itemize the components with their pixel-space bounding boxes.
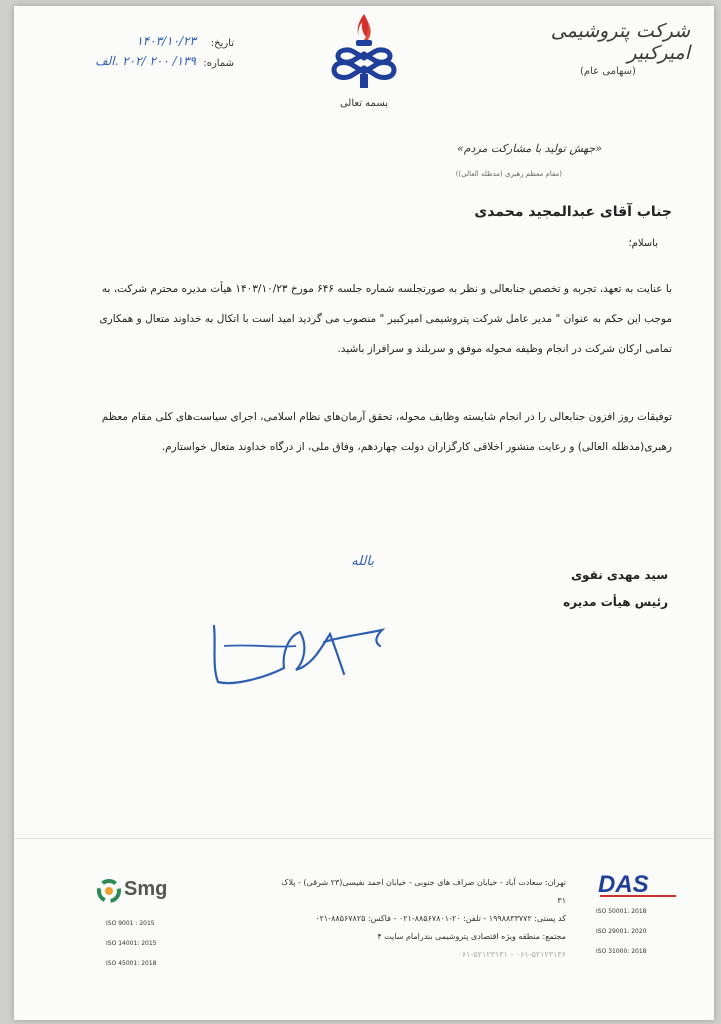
iso-item: ISO 14001: 2015 xyxy=(106,940,157,947)
paragraph-2: توفیقات روز افزون جنابعالی را در انجام شایسته وظایف محوله، تحقق آرمان‌های نظام اسلامی، اجرای سیاست‌های کلی مقام معظم رهبری(مدظله العالی) و رعایت منشور اخلاقی کارگزاران دولت چهاردهم، وفاق ملی، از درگاه خداوند متعال خواستارم. xyxy=(101,411,672,453)
handwritten-signature xyxy=(204,606,404,696)
address-line: ۰۶۱-۵۲۱۲۳۱۳۶ - ۰۶۱-۵۲۱۲۳۱۳۱ xyxy=(457,950,566,959)
slogan-attribution: (مقام معظم رهبری (مدظله العالی)) xyxy=(455,170,562,178)
iso-list-left xyxy=(106,914,196,974)
address-line: تهران: سعادت آباد - خیابان صراف های جنوبی - خیابان احمد نفیسی(۲۳ شرقی) - پلاک ۳۱ xyxy=(281,878,566,905)
recipient: جناب آقای عبدالمجید محمدی xyxy=(474,204,672,220)
iso-list-right xyxy=(596,902,686,962)
slogan: «جهش تولید با مشارکت مردم» xyxy=(456,142,602,155)
basmala: بسمه تعالی xyxy=(339,98,389,109)
signer-name: سید مهدی نقوی xyxy=(571,568,668,582)
company-name: شرکت پتروشیمی امیرکبیر xyxy=(550,20,690,64)
letter-sheet xyxy=(14,6,714,1020)
number-value: ۱۳۹/ ۲۰۰ /۲۰۲ .الف xyxy=(95,54,196,68)
iso-item: ISO 29001: 2020 xyxy=(596,928,647,935)
company-header xyxy=(540,20,690,77)
footer-divider xyxy=(14,838,714,839)
smg-logo-text: Smg xyxy=(124,878,168,900)
das-logo xyxy=(596,866,686,902)
address-line: کد پستی: ۱۹۹۸۸۳۳۷۷۲ - تلفن: ۲۰-۸۸۵۶۷۸۰۱-۰۲۱ - فاکس: ۸۸۵۶۷۸۲۵-۰۲۱ xyxy=(315,914,566,923)
iso-item: ISO 9001 : 2015 xyxy=(106,920,155,927)
address-line: مجتمع: منطقه ویژه اقتصادی پتروشیمی بندرامام سایت ۴ xyxy=(377,932,566,941)
iso-item: ISO 31000: 2018 xyxy=(596,948,647,955)
npc-logo-icon xyxy=(324,12,404,102)
das-logo-text: DAS xyxy=(598,871,649,898)
footer-address xyxy=(276,874,566,964)
date-label: تاریخ: xyxy=(210,38,234,49)
signer-title: رئیس هیأت مدیره xyxy=(563,595,668,609)
number-row xyxy=(74,56,234,76)
letter-meta xyxy=(74,36,234,76)
smg-logo xyxy=(96,878,206,908)
handwritten-note: بالله xyxy=(351,554,374,569)
iso-item: ISO 45001: 2018 xyxy=(106,960,157,967)
date-row xyxy=(74,36,234,56)
greeting: باسلام؛ xyxy=(628,238,658,249)
date-value: ۱۴۰۳/۱۰/۲۳ xyxy=(136,34,196,48)
smg-mark-icon xyxy=(96,878,122,904)
paragraph-1: با عنایت به تعهد، تجربه و تخصص جنابعالی و نظر به صورتجلسه شماره جلسه ۶۴۶ مورخ ۱۴۰۳/۱۰/۲۳ هیأت مدیره محترم شرکت، به موجب این حکم به عنوان " مدیر عامل شرکت پتروشیمی امیرکبیر " منصوب می گردید امید است با اتکال به خداوند متعال و همکاری تمامی ارکان شرکت در انجام وظیفه محوله موفق و سربلند و سرافراز باشید. xyxy=(99,283,672,355)
number-label: شماره: xyxy=(203,58,234,69)
company-type: (سهامی عام) xyxy=(580,66,636,77)
iso-item: ISO 50001: 2018 xyxy=(596,908,647,915)
